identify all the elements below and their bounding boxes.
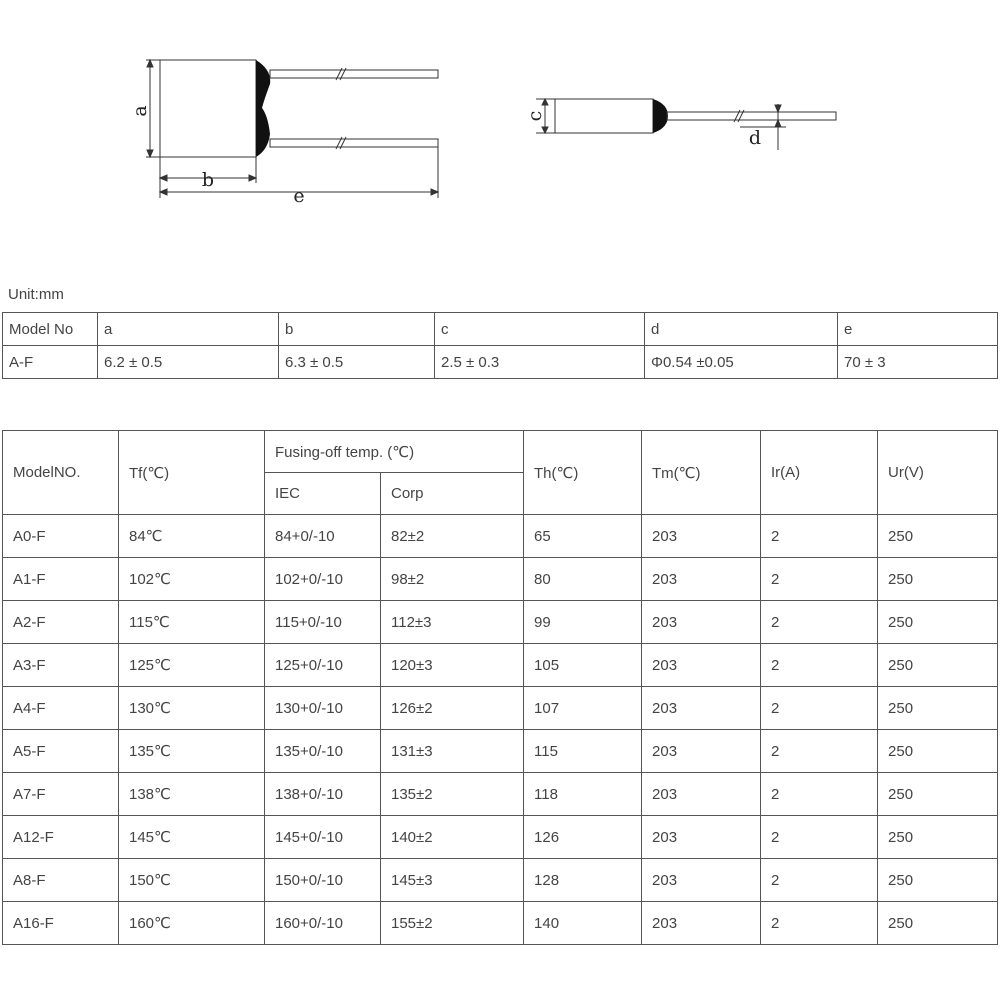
header-fusing-off-temp: Fusing-off temp. (℃) bbox=[265, 431, 524, 473]
table-cell: 112±3 bbox=[381, 601, 524, 644]
table-cell: 6.2 ± 0.5 bbox=[98, 346, 279, 379]
spec-table bbox=[2, 430, 998, 945]
spec-table-body bbox=[3, 515, 998, 945]
table-cell: 102℃ bbox=[119, 558, 265, 601]
header-ir: Ir(A) bbox=[761, 431, 878, 515]
table-cell: 115+0/-10 bbox=[265, 601, 381, 644]
header-th: Th(℃) bbox=[524, 431, 642, 515]
table-row bbox=[3, 859, 998, 902]
table-cell: 2 bbox=[761, 558, 878, 601]
table-cell: A5-F bbox=[3, 730, 119, 773]
table-cell: A3-F bbox=[3, 644, 119, 687]
header-cell: e bbox=[838, 313, 998, 346]
table-cell: 105 bbox=[524, 644, 642, 687]
table-cell: 82±2 bbox=[381, 515, 524, 558]
header-model: ModelNO. bbox=[3, 431, 119, 515]
table-row bbox=[3, 558, 998, 601]
table-cell: 250 bbox=[878, 644, 998, 687]
table-cell: 2 bbox=[761, 773, 878, 816]
header-cell: a bbox=[98, 313, 279, 346]
table-row bbox=[3, 687, 998, 730]
table-cell: 203 bbox=[642, 773, 761, 816]
table-cell: 250 bbox=[878, 601, 998, 644]
table-cell: 2 bbox=[761, 644, 878, 687]
lead-side bbox=[667, 112, 836, 120]
table-cell: 135±2 bbox=[381, 773, 524, 816]
table-cell: 118 bbox=[524, 773, 642, 816]
table-cell: 80 bbox=[524, 558, 642, 601]
table-cell: 138℃ bbox=[119, 773, 265, 816]
table-cell: 203 bbox=[642, 816, 761, 859]
table-cell: 203 bbox=[642, 558, 761, 601]
table-cell: 126 bbox=[524, 816, 642, 859]
table-cell: 130+0/-10 bbox=[265, 687, 381, 730]
table-cell: 84+0/-10 bbox=[265, 515, 381, 558]
table-cell: 203 bbox=[642, 730, 761, 773]
header-iec: IEC bbox=[265, 473, 381, 515]
table-cell: Φ0.54 ±0.05 bbox=[645, 346, 838, 379]
table-cell: 145±3 bbox=[381, 859, 524, 902]
table-cell: 131±3 bbox=[381, 730, 524, 773]
table-cell: 130℃ bbox=[119, 687, 265, 730]
table-cell: 65 bbox=[524, 515, 642, 558]
table-cell: 203 bbox=[642, 859, 761, 902]
table-cell: 6.3 ± 0.5 bbox=[279, 346, 435, 379]
table-cell: 128 bbox=[524, 859, 642, 902]
table-cell: A-F bbox=[3, 346, 98, 379]
table-cell: 160+0/-10 bbox=[265, 902, 381, 945]
table-cell: 2 bbox=[761, 816, 878, 859]
table-cell: 203 bbox=[642, 515, 761, 558]
table-cell: A4-F bbox=[3, 687, 119, 730]
table-cell: 250 bbox=[878, 515, 998, 558]
table-cell: 250 bbox=[878, 687, 998, 730]
table-row bbox=[3, 515, 998, 558]
table-cell: 70 ± 3 bbox=[838, 346, 998, 379]
header-cell: b bbox=[279, 313, 435, 346]
table-cell: 115℃ bbox=[119, 601, 265, 644]
table-cell: 2 bbox=[761, 902, 878, 945]
table-row bbox=[3, 773, 998, 816]
header-tf: Tf(℃) bbox=[119, 431, 265, 515]
fuse-body-side bbox=[555, 99, 653, 133]
label-a: a bbox=[129, 105, 151, 117]
table-cell: A2-F bbox=[3, 601, 119, 644]
table-cell: 2 bbox=[761, 687, 878, 730]
fuse-body-front bbox=[160, 60, 256, 157]
table-cell: 135℃ bbox=[119, 730, 265, 773]
label-e: e bbox=[293, 185, 305, 207]
table-cell: 250 bbox=[878, 902, 998, 945]
table-cell: 145℃ bbox=[119, 816, 265, 859]
table-cell: 2 bbox=[761, 601, 878, 644]
table-cell: 2 bbox=[761, 730, 878, 773]
table-cell: A7-F bbox=[3, 773, 119, 816]
table-cell: A8-F bbox=[3, 859, 119, 902]
table-cell: 203 bbox=[642, 644, 761, 687]
table-cell: 2 bbox=[761, 515, 878, 558]
header-cell: d bbox=[645, 313, 838, 346]
table-cell: A0-F bbox=[3, 515, 119, 558]
label-c: c bbox=[524, 110, 546, 122]
table-cell: 125℃ bbox=[119, 644, 265, 687]
table-cell: 150+0/-10 bbox=[265, 859, 381, 902]
dimension-header-row bbox=[3, 313, 998, 346]
lead-upper bbox=[270, 70, 438, 78]
header-ur: Ur(V) bbox=[878, 431, 998, 515]
table-cell: 107 bbox=[524, 687, 642, 730]
table-cell: 115 bbox=[524, 730, 642, 773]
header-cell: Model No bbox=[3, 313, 98, 346]
table-cell: A1-F bbox=[3, 558, 119, 601]
dimension-data-row bbox=[3, 346, 998, 379]
header-corp: Corp bbox=[381, 473, 524, 515]
table-cell: 126±2 bbox=[381, 687, 524, 730]
table-row bbox=[3, 730, 998, 773]
table-row bbox=[3, 644, 998, 687]
table-row bbox=[3, 816, 998, 859]
table-cell: 120±3 bbox=[381, 644, 524, 687]
header-cell: c bbox=[435, 313, 645, 346]
table-cell: 250 bbox=[878, 773, 998, 816]
table-cell: 138+0/-10 bbox=[265, 773, 381, 816]
spec-header-row bbox=[3, 431, 998, 473]
table-cell: 102+0/-10 bbox=[265, 558, 381, 601]
table-cell: 203 bbox=[642, 902, 761, 945]
side-view bbox=[536, 99, 836, 150]
table-cell: 140 bbox=[524, 902, 642, 945]
dimension-table bbox=[2, 312, 998, 379]
table-cell: 250 bbox=[878, 730, 998, 773]
table-cell: 135+0/-10 bbox=[265, 730, 381, 773]
table-cell: 125+0/-10 bbox=[265, 644, 381, 687]
table-row bbox=[3, 902, 998, 945]
table-cell: 250 bbox=[878, 558, 998, 601]
label-d: d bbox=[748, 127, 762, 149]
table-cell: A12-F bbox=[3, 816, 119, 859]
table-cell: 99 bbox=[524, 601, 642, 644]
front-view bbox=[146, 60, 438, 198]
fuse-cap-side bbox=[653, 99, 668, 133]
table-cell: 2 bbox=[761, 859, 878, 902]
unit-label: Unit:mm bbox=[8, 286, 64, 303]
fuse-cap-front bbox=[256, 60, 270, 157]
table-cell: 140±2 bbox=[381, 816, 524, 859]
table-cell: 84℃ bbox=[119, 515, 265, 558]
table-cell: 203 bbox=[642, 687, 761, 730]
table-cell: 150℃ bbox=[119, 859, 265, 902]
table-cell: 98±2 bbox=[381, 558, 524, 601]
table-cell: 250 bbox=[878, 859, 998, 902]
label-b: b bbox=[201, 169, 215, 191]
table-cell: 2.5 ± 0.3 bbox=[435, 346, 645, 379]
fuse-dimension-diagram bbox=[0, 0, 1000, 260]
header-tm: Tm(℃) bbox=[642, 431, 761, 515]
table-cell: 145+0/-10 bbox=[265, 816, 381, 859]
table-cell: 203 bbox=[642, 601, 761, 644]
lead-lower bbox=[270, 139, 438, 147]
table-cell: 160℃ bbox=[119, 902, 265, 945]
table-row bbox=[3, 601, 998, 644]
table-cell: 250 bbox=[878, 816, 998, 859]
table-cell: A16-F bbox=[3, 902, 119, 945]
table-cell: 155±2 bbox=[381, 902, 524, 945]
